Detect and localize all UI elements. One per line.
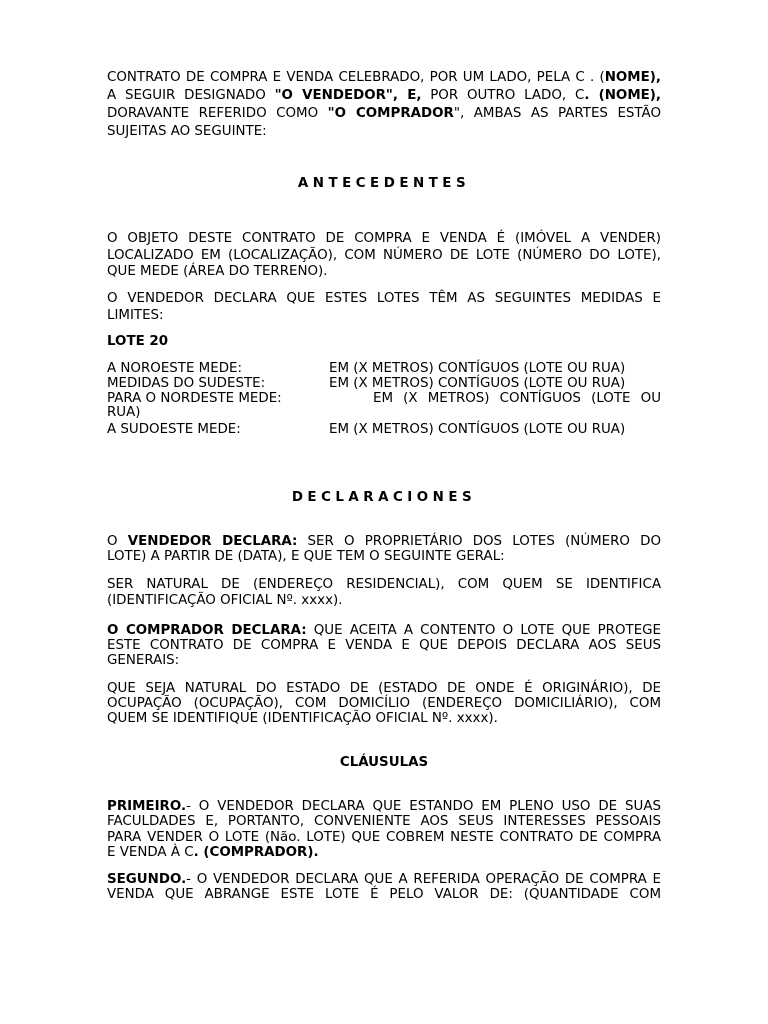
originario-line-2: OCUPAÇÃO (OCUPAÇÃO), COM DOMICÍLIO (ENDEREÇO DOMICILIÁRIO), COM	[107, 696, 661, 711]
text: - O VENDEDOR DECLARA QUE ESTANDO EM PLENO USO DE SUAS	[186, 799, 661, 814]
medida-row	[107, 376, 661, 392]
comprador-bold: . (COMPRADOR).	[193, 845, 319, 860]
antecedentes-p1-line-2: LOCALIZADO EM (LOCALIZAÇÃO), COM NÚMERO DE LOTE (NÚMERO DO LOTE),	[107, 248, 661, 263]
comprador-declara-label: O COMPRADOR DECLARA:	[107, 623, 307, 638]
primeiro-line-3: PARA VENDER O LOTE (Não. LOTE) QUE COBREM NESTE CONTRATO DE COMPRA	[107, 830, 661, 845]
medida-value: EM (X METROS) CONTÍGUOS (LOTE OU RUA)	[329, 361, 626, 376]
segundo-label: SEGUNDO.	[107, 872, 187, 887]
medida-row-continuation: RUA)	[107, 405, 141, 420]
intro-line-3	[107, 106, 661, 122]
primeiro-line-4	[107, 845, 661, 861]
comprador-declara-line-2: ESTE CONTRATO DE COMPRA E VENDA E QUE DEPOIS DECLARA AOS SEUS	[107, 638, 661, 653]
medida-value: EM (X METROS) CONTÍGUOS (LOTE OU	[373, 391, 661, 406]
intro-text: CONTRATO DE COMPRA E VENDA CELEBRADO, POR UM LADO, PELA C . (	[107, 70, 605, 85]
vendedor-declara-line-2: LOTE) A PARTIR DE (DATA), E QUE TEM O SEGUINTE GERAL:	[107, 549, 505, 564]
intro-text: POR OUTRO LADO, C	[421, 88, 585, 103]
natural-line-1: SER NATURAL DE (ENDEREÇO RESIDENCIAL), COM QUEM SE IDENTIFICA	[107, 577, 661, 592]
intro-text: ", AMBAS AS PARTES ESTÃO	[453, 106, 662, 121]
intro-bold-name: NOME),	[604, 70, 661, 85]
text: SER O PROPRIETÁRIO DOS LOTES (NÚMERO DO	[297, 534, 662, 549]
antecedentes-p1-line-1: O OBJETO DESTE CONTRATO DE COMPRA E VENDA É (IMÓVEL A VENDER)	[107, 231, 661, 246]
medida-label: A NOROESTE MEDE:	[107, 361, 242, 376]
text: QUE ACEITA A CONTENTO O LOTE QUE PROTEGE	[306, 623, 661, 638]
intro-line-1	[107, 70, 661, 86]
text: O	[107, 534, 128, 549]
medida-label: MEDIDAS DO SUDESTE:	[107, 376, 266, 391]
intro-text: A SEGUIR DESIGNADO	[107, 88, 275, 103]
medida-label: PARA O NORDESTE MEDE:	[107, 391, 282, 406]
vendedor-declara-label: VENDEDOR DECLARA:	[127, 534, 298, 549]
antecedentes-p2-line-1: O VENDEDOR DECLARA QUE ESTES LOTES TÊM AS SEGUINTES MEDIDAS E	[107, 291, 661, 306]
primeiro-line-1	[107, 799, 661, 815]
antecedentes-heading: ANTECEDENTES	[297, 176, 471, 191]
antecedentes-p1-line-3: QUE MEDE (ÁREA DO TERRENO).	[107, 264, 328, 279]
originario-line-3: QUEM SE IDENTIFIQUE (IDENTIFICAÇÃO OFICIAL Nº. xxxx).	[107, 711, 498, 726]
intro-line-4: SUJEITAS AO SEGUINTE:	[107, 124, 267, 139]
intro-bold-vendedor: "O VENDEDOR", E,	[274, 88, 422, 103]
intro-text: DORAVANTE REFERIDO COMO	[107, 106, 328, 121]
intro-bold-comprador: "O COMPRADOR	[327, 106, 454, 121]
antecedentes-p2-line-2: LIMITES:	[107, 308, 164, 323]
medida-label: A SUDOESTE MEDE:	[107, 422, 241, 437]
comprador-declara-line-1	[107, 623, 661, 639]
text: - O VENDEDOR DECLARA QUE A REFERIDA OPERAÇÃO DE COMPRA E	[186, 872, 661, 887]
comprador-declara-line-3: GENERAIS:	[107, 653, 180, 668]
vendedor-declara-line-1	[107, 534, 661, 550]
medida-row	[107, 422, 661, 438]
primeiro-label: PRIMEIRO.	[107, 799, 187, 814]
medida-value: EM (X METROS) CONTÍGUOS (LOTE OU RUA)	[329, 376, 626, 391]
primeiro-line-2: FACULDADES E, PORTANTO, CONVENIENTE AOS SEUS INTERESSES PESSOAIS	[107, 814, 661, 829]
natural-line-2: (IDENTIFICAÇÃO OFICIAL Nº. xxxx).	[107, 593, 343, 608]
originario-line-1: QUE SEJA NATURAL DO ESTADO DE (ESTADO DE ONDE É ORIGINÁRIO), DE	[107, 681, 661, 696]
intro-line-2	[107, 88, 661, 104]
clausulas-heading: CLÁUSULAS	[339, 755, 429, 770]
declaraciones-heading: DECLARACIONES	[291, 490, 477, 505]
text: E VENDA À C	[107, 845, 194, 860]
intro-bold-name: . (NOME),	[584, 88, 661, 103]
segundo-line-1	[107, 872, 661, 888]
medida-value: EM (X METROS) CONTÍGUOS (LOTE OU RUA)	[329, 422, 626, 437]
medida-row	[107, 361, 661, 377]
segundo-line-2: VENDA QUE ABRANGE ESTE LOTE É PELO VALOR DE: (QUANTIDADE COM	[107, 887, 661, 902]
lote-title: LOTE 20	[107, 334, 169, 349]
